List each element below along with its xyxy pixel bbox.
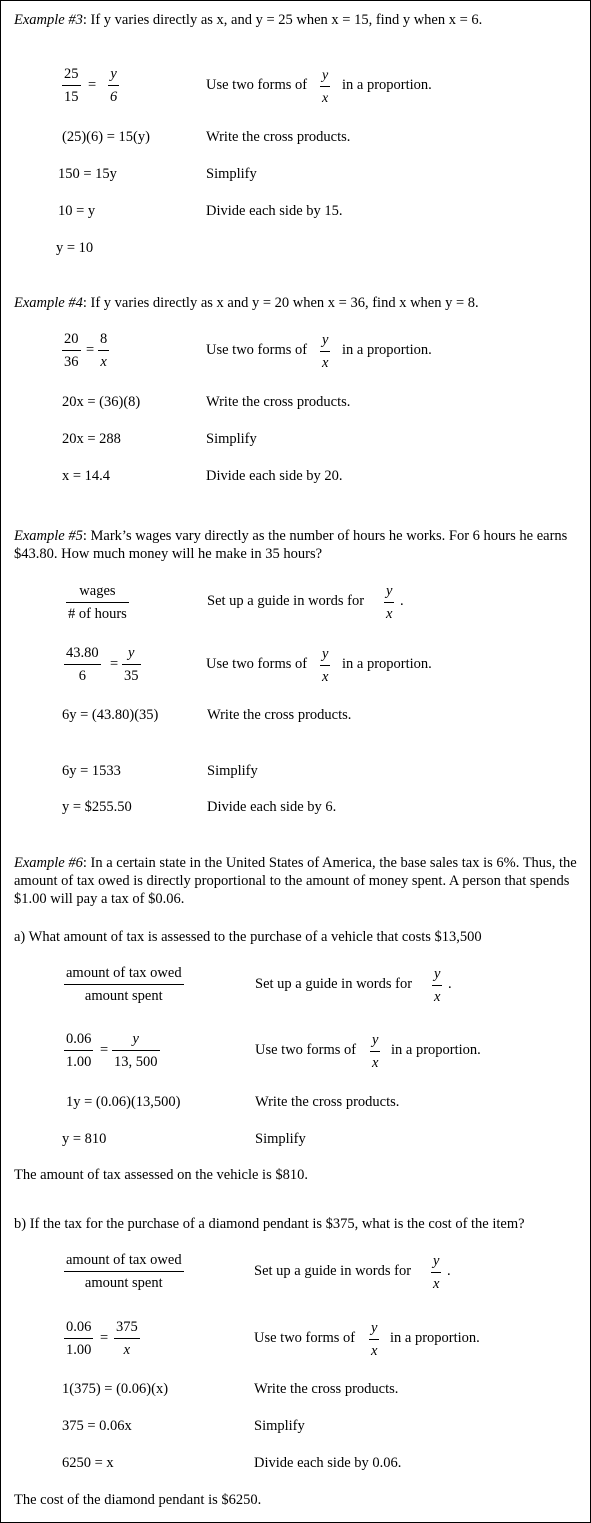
ex6a-row-1-note: Write the cross products. xyxy=(255,1094,400,1110)
ex5-row-3-equation: y = $255.50 xyxy=(62,799,132,815)
ex6a-note-use-two-forms: Use two forms of xyxy=(255,1042,357,1058)
ex6a-guide-period: . xyxy=(448,976,452,992)
ex5-fraction-1: 43.80 6 xyxy=(66,645,99,684)
ex5-note-in-proportion: in a proportion. xyxy=(342,656,432,672)
ex5-y-over-x: y x xyxy=(322,646,329,685)
ex6b-conclusion: The cost of the diamond pendant is $6250. xyxy=(14,1492,262,1508)
ex5-row-2-equation: 6y = 1533 xyxy=(62,763,121,779)
ex5-equals: = xyxy=(110,656,119,672)
ex4-row-1-note: Write the cross products. xyxy=(206,394,351,410)
ex4-row-2-note: Simplify xyxy=(206,431,257,447)
ex6b-note-use-two-forms: Use two forms of xyxy=(254,1330,356,1346)
ex4-fraction-2: 8 x xyxy=(100,331,108,370)
ex6b-equals: = xyxy=(100,1330,109,1346)
ex4-note-in-proportion: in a proportion. xyxy=(342,342,432,358)
ex5-row-1-equation: 6y = (43.80)(35) xyxy=(62,707,159,723)
ex6b-row-3-note: Divide each side by 0.06. xyxy=(254,1455,402,1471)
ex3-equals: = xyxy=(88,77,97,93)
ex6a-equals: = xyxy=(100,1042,109,1058)
ex6-part-a-question: a) What amount of tax is assessed to the purchase of a vehicle that costs $13,500 xyxy=(14,929,482,945)
ex3-row-1-equation: (25)(6) = 15(y) xyxy=(62,129,150,145)
ex5-guide-period: . xyxy=(400,593,404,609)
ex4-row-1-equation: 20x = (36)(8) xyxy=(62,394,141,410)
example-4-label: Example #4 xyxy=(14,295,83,311)
ex4-y-over-x: y x xyxy=(322,332,329,371)
ex4-equals: = xyxy=(86,342,95,358)
example-4-heading xyxy=(14,295,479,312)
ex6a-guide-y-over-x: y x xyxy=(434,966,441,1005)
ex3-row-1-note: Write the cross products. xyxy=(206,129,351,145)
ex5-guide-y-over-x: y x xyxy=(386,583,393,622)
ex5-row-2-note: Simplify xyxy=(207,763,258,779)
ex3-note-use-two-forms: Use two forms of xyxy=(206,77,308,93)
ex6a-row-1-equation: 1y = (0.06)(13,500) xyxy=(66,1094,181,1110)
example-5-statement: : Mark’s wages vary directly as the number of hours he works. For 6 hours he earns $43.80. How much money will he make in 35 hours? xyxy=(14,528,568,562)
ex3-row-2-note: Simplify xyxy=(206,166,257,182)
ex6b-row-2-equation: 375 = 0.06x xyxy=(62,1418,132,1434)
example-6-statement: : In a certain state in the United States of America, the base sales tax is 6%. Thus, the amount of tax owed is directly proportional to the amount of money spent. A person that spends $1.00 will pay a tax of $0.06. xyxy=(14,855,577,907)
ex5-row-3-note: Divide each side by 6. xyxy=(207,799,337,815)
ex5-guide-fraction: wages # of hours xyxy=(68,583,127,622)
example-4-statement: : If y varies directly as x and y = 20 when x = 36, find x when y = 8. xyxy=(82,295,479,311)
ex5-fraction-2: y 35 xyxy=(124,645,139,684)
denominator: 6 xyxy=(110,89,118,105)
ex4-note-use-two-forms: Use two forms of xyxy=(206,342,308,358)
example-5-label: Example #5 xyxy=(14,528,83,544)
ex6a-row-2-note: Simplify xyxy=(255,1131,306,1147)
example-6-heading xyxy=(14,854,582,908)
numerator: 25 xyxy=(64,66,79,82)
ex6b-row-1-equation: 1(375) = (0.06)(x) xyxy=(62,1381,169,1397)
ex6a-fraction-2: y 13, 500 xyxy=(114,1031,158,1070)
ex3-row-3-note: Divide each side by 15. xyxy=(206,203,343,219)
ex6a-row-2-equation: y = 810 xyxy=(62,1131,107,1147)
ex3-row-2-equation: 150 = 15y xyxy=(58,166,117,182)
ex3-fraction-2 xyxy=(108,66,119,106)
ex6b-guide-fraction: amount of tax owed amount spent xyxy=(66,1252,182,1291)
example-5-heading xyxy=(14,527,580,563)
ex3-y-over-x: y x xyxy=(322,68,329,106)
ex3-row-4-equation: y = 10 xyxy=(56,240,94,256)
ex6a-guide-fraction: amount of tax owed amount spent xyxy=(66,965,182,1004)
ex6a-y-over-x: y x xyxy=(372,1032,379,1071)
ex6b-row-3-equation: 6250 = x xyxy=(62,1455,114,1471)
ex3-note-in-proportion: in a proportion. xyxy=(342,77,432,93)
ex6b-row-2-note: Simplify xyxy=(254,1418,305,1434)
example-3-statement: : If y varies directly as x, and y = 25 when x = 15, find y when x = 6. xyxy=(82,12,483,28)
ex5-guide-note: Set up a guide in words for xyxy=(207,593,365,609)
ex4-row-2-equation: 20x = 288 xyxy=(62,431,121,447)
ex6b-y-over-x: y x xyxy=(371,1320,378,1359)
ex6a-note-in-proportion: in a proportion. xyxy=(391,1042,481,1058)
denominator: 15 xyxy=(64,89,79,105)
ex4-fraction-1: 20 36 xyxy=(64,331,79,370)
ex6a-guide-note: Set up a guide in words for xyxy=(255,976,413,992)
example-3-label: Example #3 xyxy=(14,12,83,28)
ex6b-fraction-1: 0.06 1.00 xyxy=(66,1319,92,1358)
ex4-row-3-equation: x = 14.4 xyxy=(62,468,111,484)
ex6b-guide-y-over-x: y x xyxy=(433,1253,440,1292)
ex6a-conclusion: The amount of tax assessed on the vehicle is $810. xyxy=(14,1167,308,1183)
example-3-heading xyxy=(14,12,482,29)
ex4-row-3-note: Divide each side by 20. xyxy=(206,468,343,484)
ex6b-guide-note: Set up a guide in words for xyxy=(254,1263,412,1279)
example-6-label: Example #6 xyxy=(14,855,83,871)
ex3-row-3-equation: 10 = y xyxy=(58,203,96,219)
ex6b-fraction-2: 375 x xyxy=(116,1319,138,1358)
ex6b-row-1-note: Write the cross products. xyxy=(254,1381,399,1397)
ex6a-fraction-1: 0.06 1.00 xyxy=(66,1031,92,1070)
ex6b-guide-period: . xyxy=(447,1263,451,1279)
ex5-note-use-two-forms: Use two forms of xyxy=(206,656,308,672)
ex3-fraction-1 xyxy=(62,66,81,106)
ex6-part-b-question: b) If the tax for the purchase of a diamond pendant is $375, what is the cost of the item? xyxy=(14,1216,525,1232)
ex6b-note-in-proportion: in a proportion. xyxy=(390,1330,480,1346)
ex5-row-1-note: Write the cross products. xyxy=(207,707,352,723)
numerator: y xyxy=(110,66,117,82)
